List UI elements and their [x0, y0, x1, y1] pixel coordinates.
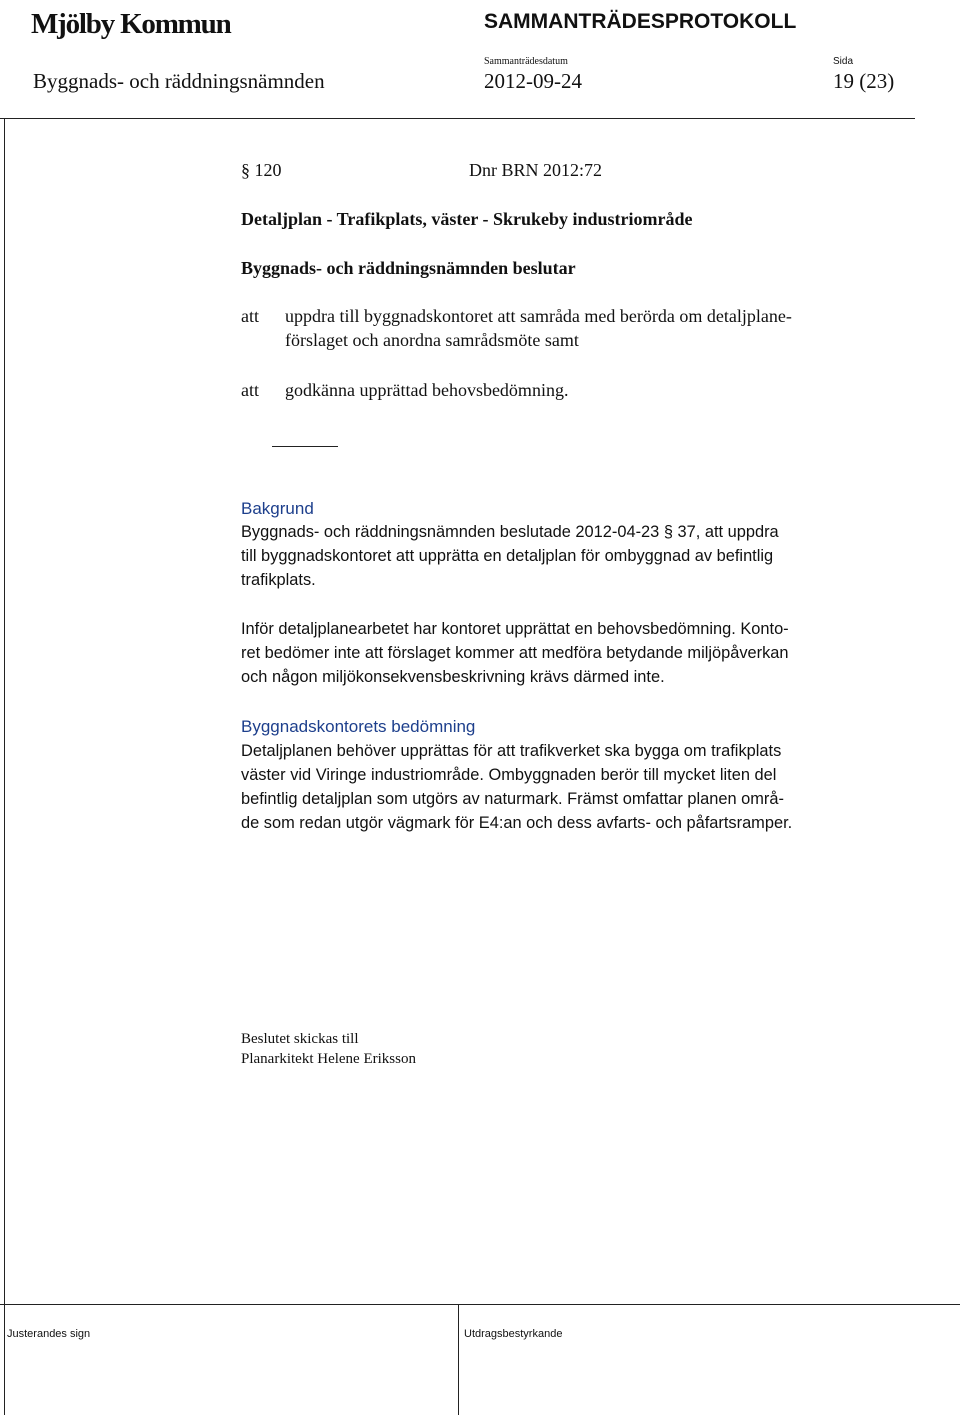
page-label: Sida	[833, 56, 854, 67]
assessment-heading: Byggnadskontorets bedömning	[241, 717, 476, 736]
body-line: de som redan utgör vägmark för E4:an och dess avfarts- och påfartsramper.	[241, 814, 793, 832]
decision-line: förslaget och anordna samrådsmöte samt	[285, 330, 579, 350]
decision-heading: Byggnads- och räddningsnämnden beslutar	[241, 258, 576, 278]
body-line: Detaljplanen behöver upprättas för att trafikverket ska bygga om trafikplats	[241, 742, 782, 760]
body-line: till byggnadskontoret att upprätta en detaljplan för ombyggnad av befintlig	[241, 547, 774, 565]
footer-column-divider	[458, 1304, 459, 1415]
body-line: Byggnads- och räddningsnämnden beslutade 2012-04-23 § 37, att uppdra	[241, 523, 779, 541]
decision-line: uppdra till byggnadskontoret att samråda med berörda om detaljplane-	[285, 306, 792, 326]
item-title: Detaljplan - Trafikplats, väster - Skrukeby industriområde	[241, 209, 693, 229]
body-line: ret bedömer inte att förslaget kommer att medföra betydande miljöpåverkan	[241, 644, 789, 662]
footer-divider	[0, 1304, 960, 1305]
committee-name: Byggnads- och räddningsnämnden	[33, 69, 325, 93]
meeting-date: 2012-09-24	[484, 69, 582, 93]
certification-label: Utdragsbestyrkande	[464, 1328, 563, 1340]
organization-name: Mjölby Kommun	[31, 8, 231, 40]
page-number: 19 (23)	[833, 69, 895, 93]
body-line: Inför detaljplanearbetet har kontoret upprättat en behovsbedömning. Konto-	[241, 620, 789, 638]
signature-label: Justerandes sign	[7, 1328, 91, 1340]
paragraph-ref: § 120	[241, 160, 282, 180]
body-line: befintlig detaljplan som utgörs av naturmark. Främst omfattar planen områ-	[241, 790, 784, 808]
header-divider	[0, 118, 915, 119]
diary-number: Dnr BRN 2012:72	[469, 160, 603, 180]
date-label: Sammanträdesdatum	[484, 56, 568, 67]
background-heading: Bakgrund	[241, 499, 314, 518]
body-line: och någon miljökonsekvensbeskrivning krävs därmed inte.	[241, 668, 665, 686]
document-type: SAMMANTRÄDESPROTOKOLL	[484, 10, 797, 33]
decision-prefix: att	[241, 306, 259, 326]
decision-line: godkänna upprättad behovsbedömning.	[285, 380, 569, 400]
body-line: väster vid Viringe industriområde. Ombyggnaden berör till mycket liten del	[241, 766, 777, 784]
body-line: trafikplats.	[241, 571, 316, 589]
distribution-recipient: Planarkitekt Helene Eriksson	[241, 1051, 416, 1067]
section-separator	[272, 446, 338, 447]
left-margin-line	[4, 118, 5, 1415]
distribution-label: Beslutet skickas till	[241, 1031, 359, 1047]
decision-prefix: att	[241, 380, 259, 400]
